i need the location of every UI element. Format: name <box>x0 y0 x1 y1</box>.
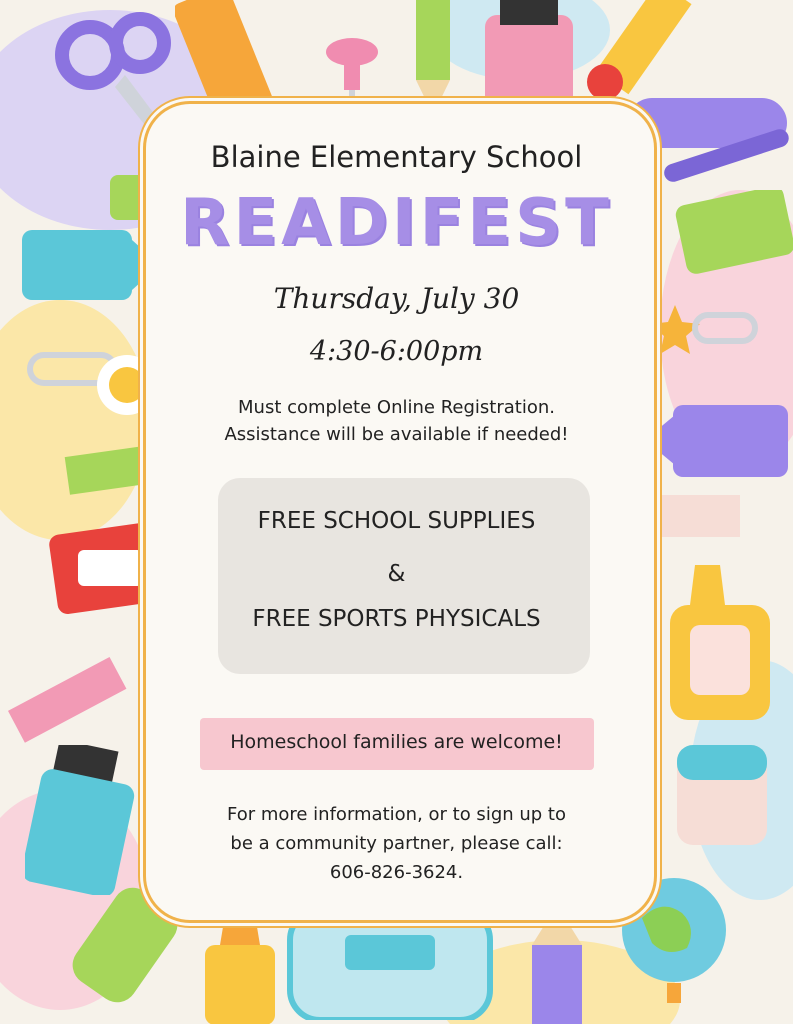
info-line: be a community partner, please call: <box>230 833 563 854</box>
free-supplies-text: FREE SCHOOL SUPPLIES <box>257 508 536 534</box>
event-time: 4:30-6:00pm <box>309 336 484 367</box>
registration-line: Assistance will be available if needed! <box>224 424 569 445</box>
event-date: Thursday, July 30 <box>273 282 520 315</box>
contact-info <box>0 800 793 887</box>
ampersand-text: & <box>387 561 406 587</box>
registration-line: Must complete Online Registration. <box>238 397 555 418</box>
homeschool-text: Homeschool families are welcome! <box>230 731 563 753</box>
free-physicals-text: FREE SPORTS PHYSICALS <box>252 606 541 632</box>
registration-note <box>0 394 793 448</box>
school-name: Blaine Elementary School <box>210 140 583 174</box>
orange-glue-icon <box>200 915 280 1024</box>
green-pencil-icon <box>408 0 458 120</box>
phone-number: 606-826-3624. <box>329 862 464 883</box>
glue-bottle-icon <box>665 565 775 725</box>
event-title: READIFEST <box>180 186 613 260</box>
pencil-case-icon <box>285 900 495 1020</box>
info-line: For more information, or to sign up to <box>226 804 566 825</box>
purple-pencil-icon <box>522 905 592 1024</box>
